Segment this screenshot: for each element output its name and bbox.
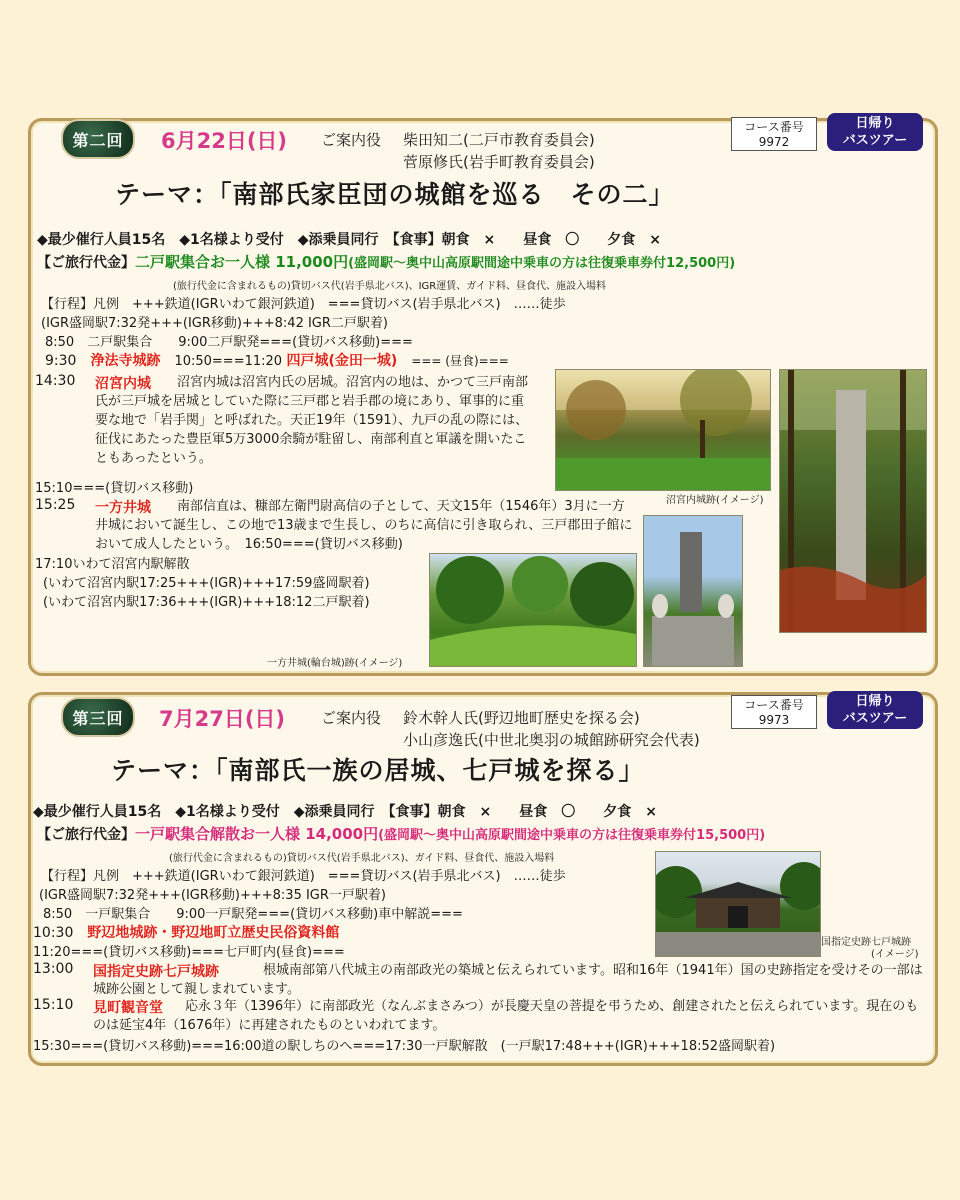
place-mimachi: 見町観音堂 <box>93 1000 163 1016</box>
itinerary-850: 8:50 二戸駅集合 9:00二戸駅発===(貸切バス移動)=== <box>45 335 413 350</box>
price-line <box>37 251 735 272</box>
round-seal: 第三回 <box>61 697 135 737</box>
included-items: (旅行代金に含まれるもの)貸切バス代(岩手県北バス)、ガイド料、昼食代、施設入場料 <box>169 853 555 864</box>
tour-conditions: ◆最少催行人員15名 ◆1名様より受付 ◆添乗員同行 【食事】朝食 × 昼食 〇 夕食 × <box>33 804 657 820</box>
time-1030: 10:30 <box>33 925 74 941</box>
guide-name-2: 菅原修氏(岩手町教育委員会) <box>403 153 595 171</box>
ikatai-description: 南部信直は、糠部左衛門尉高信の子として、天文15年（1546年）3月に一方井城において誕生し、この地で13歳まで生長し、のちに高信に引き取られ、三戸郡田子館において成人したという。 16:50===(貸切バス移動) <box>95 499 633 552</box>
included-items: (旅行代金に含まれるもの)貸切バス代(岩手県北バス)、IGR運賃、ガイド料、昼食代、施設入場料 <box>173 281 606 292</box>
numakunai-monument-photo <box>779 369 927 633</box>
price-note: (盛岡駅～奥中山高原駅間途中乗車の方は往復乗車券付12,500円) <box>348 256 736 271</box>
mimachi-description: 応永３年（1396年）に南部政光（なんぶまさみつ）が長慶天皇の菩提を弔うため、創建されたと伝えられています。現在のものは延宝4年（1676年）に再建されたものといわれてます。 <box>93 999 919 1033</box>
tour-theme: テーマ：「南部氏家臣団の城館を巡る その二」 <box>115 180 675 209</box>
tour-date: 6月22日(日) <box>161 129 288 153</box>
badge-line-1: 日帰り <box>855 116 895 131</box>
price-label: 【ご旅行代金】 <box>37 827 135 843</box>
badge-line-1: 日帰り <box>855 694 895 709</box>
price-line <box>37 823 765 844</box>
shichinohe-photo-caption-2: (イメージ) <box>871 949 919 960</box>
shichinohe-castle-photo <box>655 851 821 957</box>
day-trip-badge <box>827 691 923 729</box>
price-label: 【ご旅行代金】 <box>37 255 135 271</box>
tour-conditions: ◆最少催行人員15名 ◆1名様より受付 ◆添乗員同行 【食事】朝食 × 昼食 〇 夕食 × <box>37 232 661 248</box>
place-shichinohe: 国指定史跡七戸城跡 <box>93 964 219 980</box>
guide-name-1: 鈴木幹人氏(野辺地町歴史を探る会) <box>403 709 640 727</box>
guide-label: ご案内役 <box>321 131 382 149</box>
course-number-label: コース番号 <box>744 120 804 134</box>
tour-card-1 <box>28 118 938 676</box>
course-number: 9973 <box>758 713 790 727</box>
course-number: 9972 <box>758 135 790 149</box>
ikatai-castle-photo <box>429 553 637 667</box>
price-note: (盛岡駅～奥中山高原駅間途中乗車の方は往復乗車券付15,500円) <box>378 828 766 843</box>
shichinohe-photo-caption-1: 国指定史跡七戸城跡 <box>821 937 911 948</box>
guide-name-2: 小山彦逸氏(中世北奥羽の城館跡研究会代表) <box>403 731 700 749</box>
lunch-note: === (昼食)=== <box>411 354 509 368</box>
itinerary-1510: 15:10===(貸切バス移動) <box>35 481 194 496</box>
badge-line-2: バスツアー <box>842 133 908 148</box>
itinerary-legend: 【行程】凡例 +++鉄道(IGRいわて銀河鉄道) ===貸切バス(岩手県北バス) ……徒歩 <box>41 297 566 312</box>
time-1300: 13:00 <box>33 961 74 977</box>
place-shinohe: 四戸城(金田一城) <box>286 353 398 369</box>
price-main: 二戸駅集合お一人様 11,000円 <box>135 253 349 271</box>
itinerary-850: 8:50 一戸駅集合 9:00一戸駅発===(貸切バス移動)車中解説=== <box>43 907 463 922</box>
time-1430: 14:30 <box>35 373 76 389</box>
itinerary-access: (IGR盛岡駅7:32発+++(IGR移動)+++8:42 IGR二戸駅着) <box>41 316 388 331</box>
place-noheji: 野辺地城跡・野辺地町立歴史民俗資料館 <box>87 925 340 941</box>
course-number-label: コース番号 <box>744 698 804 712</box>
itinerary-1530: 15:30===(貸切バス移動)===16:00道の駅しちのへ===17:30一戸駅解散 (一戸駅17:48+++(IGR)+++18:52盛岡駅着) <box>33 1039 776 1054</box>
return-route-2: (いわて沼宮内駅17:36+++(IGR)+++18:12二戸駅着) <box>43 595 370 610</box>
tour-card-2 <box>28 692 938 1066</box>
itinerary-access: (IGR盛岡駅7:32発+++(IGR移動)+++8:35 IGR一戸駅着) <box>39 888 386 903</box>
itinerary-legend: 【行程】凡例 +++鉄道(IGRいわて銀河鉄道) ===貸切バス(岩手県北バス) ……徒歩 <box>41 869 566 884</box>
tour-date: 7月27日(日) <box>159 707 286 731</box>
itinerary-930 <box>45 350 509 370</box>
numakunai-castle-photo <box>555 369 771 491</box>
shichinohe-description: 根城南部第八代城主の南部政光の築城と伝えられています。昭和16年（1941年）国の史跡指定を受けその一部は城跡公園として親しまれています。 <box>93 963 923 997</box>
time-1510: 15:10 <box>33 997 74 1013</box>
place-ikatai: 一方井城 <box>95 500 151 516</box>
time-1525: 15:25 <box>35 497 76 513</box>
course-number-box <box>731 117 817 151</box>
time-930: 9:30 <box>45 353 77 369</box>
badge-line-2: バスツアー <box>842 711 908 726</box>
course-number-box <box>731 695 817 729</box>
place-joboji: 浄法寺城跡 <box>90 353 161 369</box>
round-seal: 第二回 <box>61 119 135 159</box>
price-main: 一戸駅集合解散お一人様 14,000円 <box>135 825 379 843</box>
return-route-1: (いわて沼宮内駅17:25+++(IGR)+++17:59盛岡駅着) <box>43 576 370 591</box>
ikatai-photo-caption: 一方井城(輪台城)跡(イメージ) <box>267 658 403 669</box>
numakunai-photo-caption: 沼宮内城跡(イメージ) <box>666 495 764 506</box>
tour-theme: テーマ：「南部氏一族の居城、七戸城を探る」 <box>111 756 645 785</box>
place-numakunai: 沼宮内城 <box>95 376 151 392</box>
ikatai-monument-photo <box>643 515 743 667</box>
guide-label: ご案内役 <box>321 709 382 727</box>
itinerary-1030 <box>33 922 339 942</box>
day-trip-badge <box>827 113 923 151</box>
numakunai-description: 沼宮内城は沼宮内氏の居城。沼宮内の地は、かつて三戸南部氏が三戸城を居城としていた際に三戸郡と岩手郡の境にあり、軍事的に重要な地で「岩手関」と呼ばれた。天正19年（1591）、九戸の乱の際には、征伐にあたった豊臣軍5万3000余騎が駐留し、南部利直と軍議を開いたこともあったという。 <box>95 375 529 466</box>
itinerary-1710: 17:10いわて沼宮内駅解散 <box>35 557 190 572</box>
time-1050: 10:50===11:20 <box>174 354 283 369</box>
itinerary-1120: 11:20===(貸切バス移動)===七戸町内(昼食)=== <box>33 945 345 960</box>
guide-name-1: 柴田知二(二戸市教育委員会) <box>403 131 595 149</box>
